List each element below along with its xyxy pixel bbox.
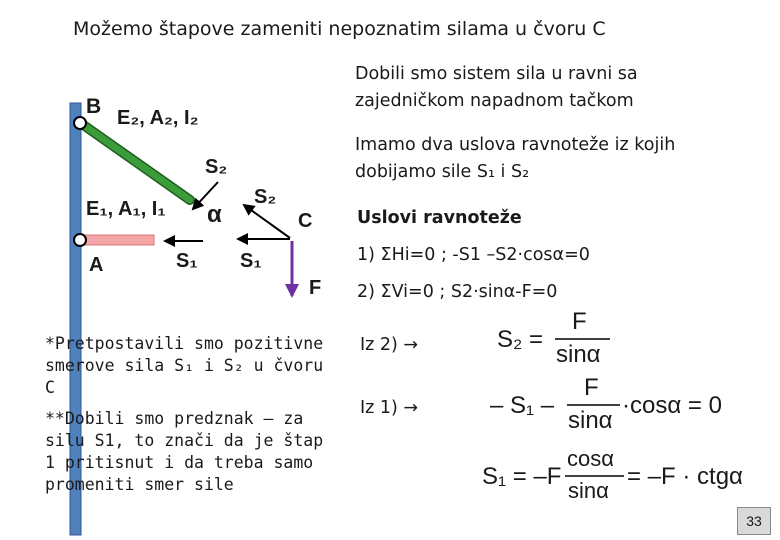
label-b: B — [86, 95, 102, 118]
hinge-a — [74, 234, 86, 246]
note-assumption: *Pretpostavili smo pozitivne smerove sila S₁ i S₂ u čvoru C — [45, 334, 324, 397]
formula-3-denominator: sinα — [568, 478, 609, 503]
formula-3-lhs: S₁ = –F — [482, 463, 562, 490]
formula-1-denominator: sinα — [556, 341, 601, 368]
hinge-b — [74, 117, 86, 129]
rod-1 — [82, 235, 154, 245]
label-alpha: α — [207, 201, 222, 228]
rod-1-props: E₁, A₁, I₁ — [86, 198, 166, 220]
slide-title: Možemo štapove zameniti nepoznatim silama u čvoru C — [73, 18, 606, 40]
equation-2: 2) ΣVi=0 ; S2·sinα-F=0 — [357, 282, 558, 302]
label-c: C — [298, 210, 313, 232]
label-a: A — [89, 254, 104, 276]
paragraph-system: Dobili smo sistem sila u ravni sa zajedničkom napadnom tačkom — [355, 64, 638, 111]
equation-1: 1) ΣHi=0 ; -S1 –S2·cosα=0 — [357, 245, 590, 265]
formula-3-numerator: cosα — [567, 446, 614, 471]
s2-force-arrow — [244, 205, 290, 238]
label-s1-force: S₁ — [240, 250, 262, 272]
formula-3-rhs: = –F · ctgα — [627, 463, 743, 490]
formula-2-rhs: ·cosα = 0 — [622, 392, 722, 419]
label-s2-force: S₂ — [254, 186, 277, 208]
from-eq1-label: Iz 1) → — [360, 398, 419, 418]
formula-1-numerator: F — [572, 308, 587, 335]
from-eq2-label: Iz 2) → — [360, 335, 419, 355]
page-number: 33 — [737, 507, 771, 535]
label-s2-rod: S₂ — [205, 156, 228, 178]
equilibrium-heading: Uslovi ravnoteže — [357, 208, 522, 228]
formula-2-lhs: – S₁ – — [490, 392, 555, 419]
paragraph-conditions: Imamo dva uslova ravnoteže iz kojih dobijamo sile S₁ i S₂ — [355, 135, 676, 182]
formula-2-denominator: sinα — [568, 407, 613, 434]
note-sign: **Dobili smo predznak – za silu S1, to znači da je štap 1 pritisnut i da treba samo promeniti smer sile — [45, 409, 324, 494]
formula-2-numerator: F — [584, 374, 599, 401]
label-s1-rod: S₁ — [176, 250, 198, 272]
rod-2-props: E₂, A₂, I₂ — [117, 107, 199, 129]
label-f: F — [309, 277, 322, 299]
formula-1-lhs: S₂ = — [497, 326, 544, 353]
